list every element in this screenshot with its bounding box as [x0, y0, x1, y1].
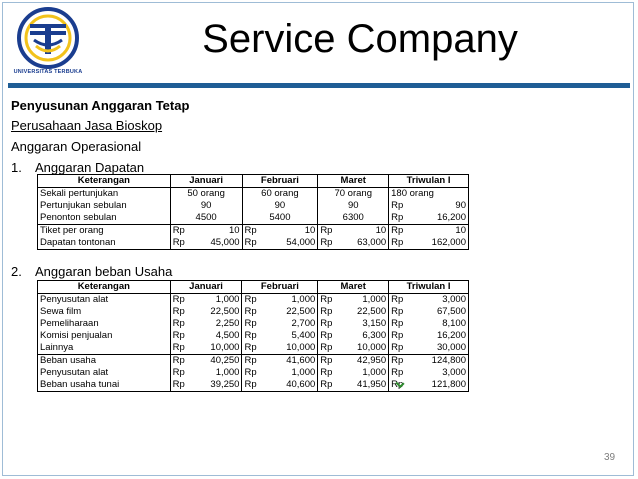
table-header-row [38, 175, 469, 188]
cell-value: 67,500 [436, 306, 466, 317]
currency-label: Rp [170, 355, 190, 368]
row-label: Komisi penjualan [38, 330, 171, 342]
column-header: Februari [242, 175, 318, 188]
currency-label: Rp [170, 225, 190, 238]
cell-value: 10 [262, 225, 318, 238]
section-1-label [11, 160, 144, 175]
table-row [38, 330, 469, 342]
cell-value: 50 orang [170, 188, 242, 201]
currency-label: Rp [172, 306, 185, 317]
cell-value: 1,000 [338, 367, 389, 379]
row-label: Sewa film [38, 306, 171, 318]
currency-label: Rp [172, 379, 185, 390]
cell-value: 2,700 [262, 318, 318, 330]
currency-label: Rp [172, 342, 185, 353]
row-label: Pertunjukan sebulan [38, 200, 171, 212]
currency-label: Rp [244, 330, 257, 341]
row-label: Tiket per orang [38, 225, 171, 238]
cell-value: 41,600 [262, 355, 318, 368]
currency-label: Rp [242, 225, 262, 238]
cell-value: 4500 [170, 212, 242, 225]
cell-value: 40,600 [262, 379, 318, 392]
currency-label: Rp [320, 294, 333, 305]
section-2-label [11, 264, 172, 279]
cell-value: 10,000 [190, 342, 242, 355]
cell-value: 1,000 [190, 367, 242, 379]
budget-subtitle: Anggaran Operasional [11, 139, 142, 154]
cell-value: 22,500 [338, 306, 389, 318]
page-number: 39 [604, 452, 616, 463]
expense-table-body [38, 294, 469, 392]
currency-label: Rp [244, 342, 257, 353]
cell-value: 90 [242, 200, 318, 212]
currency-label: Rp [244, 306, 257, 317]
cell-value: 6,300 [338, 330, 389, 342]
expense-table [37, 280, 469, 392]
cell-value: 16,200 [436, 330, 466, 341]
university-logo-icon [8, 6, 88, 76]
cell-value: 30,000 [436, 342, 466, 353]
revenue-table [37, 174, 469, 250]
currency-label: Rp [391, 237, 404, 248]
cell-value: 124,800 [415, 355, 469, 368]
currency-label: Rp [172, 294, 185, 305]
table-row [38, 355, 469, 368]
row-label: Pemeliharaan [38, 318, 171, 330]
column-header: Triwulan I [389, 175, 469, 188]
currency-label: Rp [391, 200, 404, 211]
table-row [38, 318, 469, 330]
table-header-row [38, 281, 469, 294]
cell-value: 6300 [318, 212, 389, 225]
cell-value: 41,950 [338, 379, 389, 392]
currency-label: Rp [391, 330, 404, 341]
cell-value: 162,000 [431, 237, 466, 248]
cell-value: 22,500 [262, 306, 318, 318]
cell-value: 10,000 [338, 342, 389, 355]
university-logo-text: UNIVERSITAS TERBUKA [13, 69, 83, 75]
column-header: Keterangan [38, 281, 171, 294]
currency-label: Rp [244, 294, 257, 305]
cell-value: 4,500 [190, 330, 242, 342]
table-row [38, 306, 469, 318]
currency-label: Rp [318, 225, 338, 238]
currency-label: Rp [244, 367, 257, 378]
cell-value: 60 orang [242, 188, 318, 201]
table-row [38, 294, 469, 307]
table-row [38, 225, 469, 238]
column-header: Januari [170, 175, 242, 188]
currency-label: Rp [172, 237, 185, 248]
cell-value: 1,000 [262, 294, 318, 307]
currency-label: Rp [391, 294, 404, 305]
row-label: Dapatan tontonan [38, 237, 171, 250]
cell-value: 1,000 [338, 294, 389, 307]
row-label: Sekali pertunjukan [38, 188, 171, 201]
row-label: Penonton sebulan [38, 212, 171, 225]
currency-label: Rp [391, 306, 404, 317]
table-row [38, 200, 469, 212]
page-title: Service Company [202, 17, 518, 61]
cell-value: 45,000 [190, 237, 242, 250]
column-header: Januari [170, 281, 242, 294]
table-row [38, 342, 469, 355]
cell-value: 16,200 [436, 212, 466, 223]
section-1-number: 1. [11, 160, 22, 175]
table-row [38, 379, 469, 392]
currency-label: Rp [391, 212, 404, 223]
currency-label: Rp [244, 379, 257, 390]
cell-value: 10 [338, 225, 389, 238]
table-row [38, 237, 469, 250]
cell-value: 8,100 [442, 318, 466, 329]
section-2-text: Anggaran beban Usaha [35, 264, 173, 279]
column-header: Triwulan I [389, 281, 469, 294]
column-header: Keterangan [38, 175, 171, 188]
currency-label: Rp [320, 237, 333, 248]
cell-value: 180 orang [391, 188, 434, 199]
section-2-number: 2. [11, 264, 22, 279]
currency-label: Rp [172, 318, 185, 329]
column-header: Maret [318, 281, 389, 294]
cell-value: 2,250 [190, 318, 242, 330]
row-label: Lainnya [38, 342, 171, 355]
currency-label: Rp [320, 367, 333, 378]
cell-value: 42,950 [338, 355, 389, 368]
currency-label: Rp [391, 367, 404, 378]
title-rule [8, 83, 630, 88]
currency-label: Rp [244, 237, 257, 248]
cell-value: 70 orang [318, 188, 389, 201]
currency-label: Rp [389, 355, 415, 368]
row-label: Beban usaha [38, 355, 171, 368]
company-subtitle: Perusahaan Jasa Bioskop [11, 118, 163, 133]
cell-value: 40,250 [190, 355, 242, 368]
cell-value: 3,150 [338, 318, 389, 330]
row-label: Beban usaha tunai [38, 379, 171, 392]
cell-value: 63,000 [338, 237, 389, 250]
cell-value: 121,800 [431, 379, 466, 390]
cell-value: 10,000 [262, 342, 318, 355]
section-1-text: Anggaran Dapatan [35, 160, 145, 175]
column-header: Maret [318, 175, 389, 188]
section-heading: Penyusunan Anggaran Tetap [11, 98, 190, 113]
cell-value: 10 [415, 225, 469, 238]
cell-value: 54,000 [262, 237, 318, 250]
currency-label: Rp [320, 342, 333, 353]
cell-value: 90 [455, 200, 466, 211]
cell-value: 3,000 [442, 367, 466, 378]
cell-value: 5400 [242, 212, 318, 225]
currency-label: Rp [391, 379, 404, 390]
table-row [38, 212, 469, 225]
currency-label: Rp [389, 225, 415, 238]
currency-label: Rp [244, 318, 257, 329]
row-label: Penyusutan alat [38, 294, 171, 307]
currency-label: Rp [172, 367, 185, 378]
currency-label: Rp [172, 330, 185, 341]
cell-value: 10 [190, 225, 242, 238]
column-header: Februari [242, 281, 318, 294]
currency-label: Rp [242, 355, 262, 368]
currency-label: Rp [391, 318, 404, 329]
cell-value: 1,000 [262, 367, 318, 379]
cell-value: 22,500 [190, 306, 242, 318]
row-label: Penyusutan alat [38, 367, 171, 379]
cell-value: 90 [170, 200, 242, 212]
cell-value: 3,000 [442, 294, 466, 305]
currency-label: Rp [320, 306, 333, 317]
cell-value: 5,400 [262, 330, 318, 342]
cell-value: 39,250 [190, 379, 242, 392]
table-row [38, 367, 469, 379]
cell-value: 1,000 [190, 294, 242, 307]
currency-label: Rp [320, 330, 333, 341]
currency-label: Rp [320, 318, 333, 329]
currency-label: Rp [320, 379, 333, 390]
currency-label: Rp [318, 355, 338, 368]
cell-value: 90 [318, 200, 389, 212]
table-row [38, 188, 469, 201]
currency-label: Rp [391, 342, 404, 353]
